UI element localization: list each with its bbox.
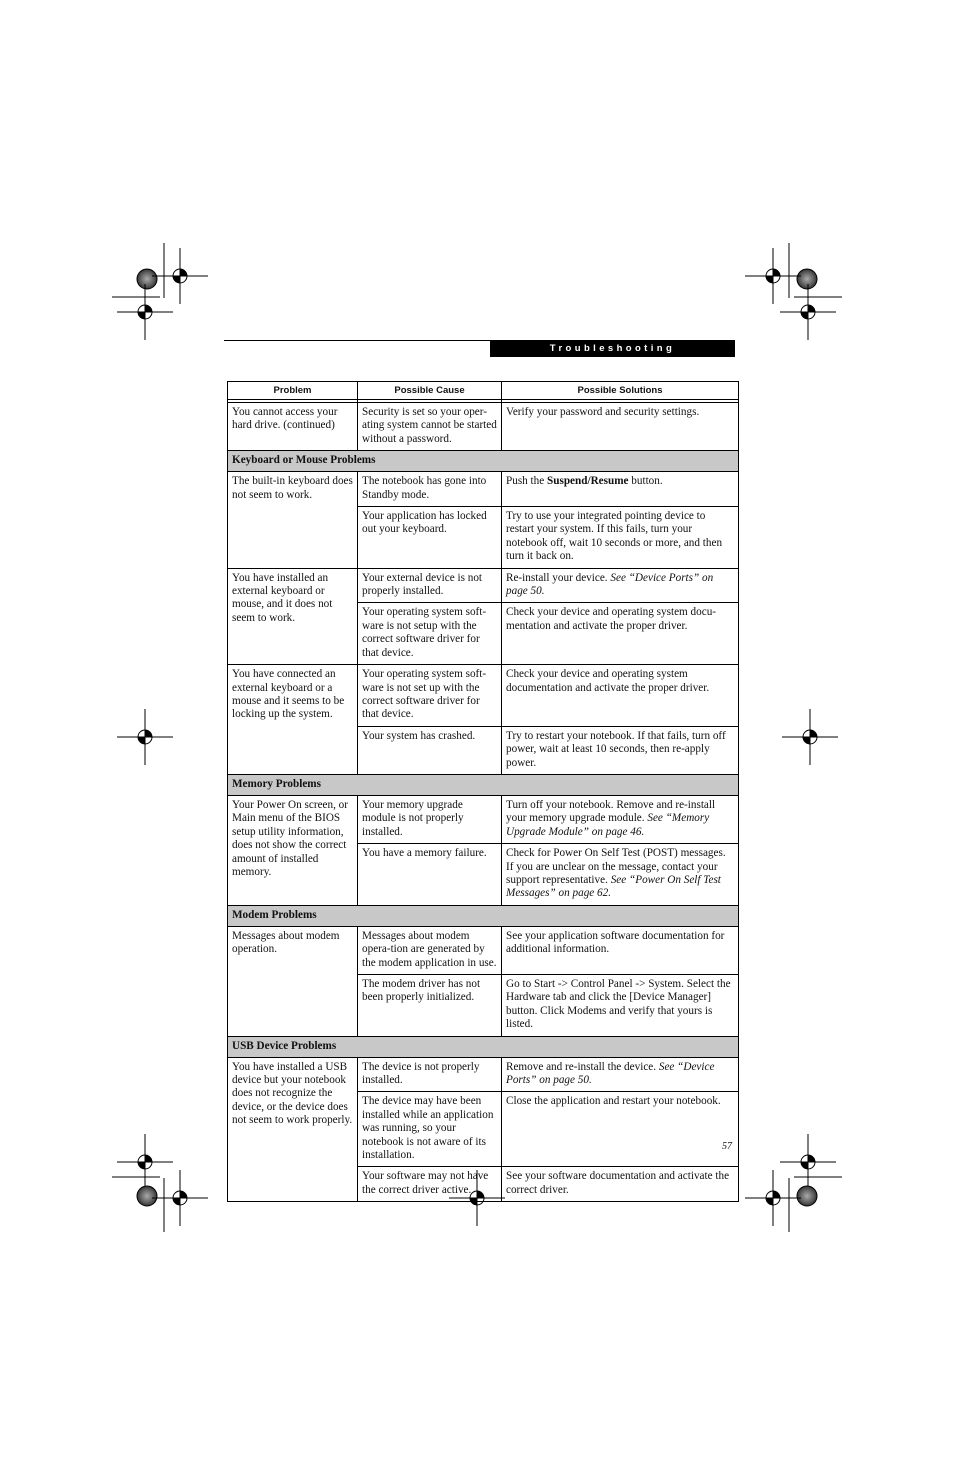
section-tab: Troubleshooting	[490, 341, 735, 357]
section-heading: Modem Problems	[228, 905, 739, 926]
solution-cell: See your application software documentation for additional information.	[502, 926, 739, 974]
registration-dot	[137, 269, 157, 289]
solution-cell: Re-install your device. See “Device Ports” on page 50.	[502, 568, 739, 603]
solution-cell: Push the Suspend/Resume button.	[502, 472, 739, 507]
cause-cell: Your operating system soft-ware is not set up with the correct software driver for that device.	[358, 665, 502, 727]
solution-cell: Go to Start -> Control Panel -> System. Select the Hardware tab and click the [Device Manager] button. Click Modems and verify that yours is listed.	[502, 975, 739, 1037]
solution-cell: Check for Power On Self Test (POST) messages. If you are unclear on the message, contact your support representative. See “Power On Self Test Messages” on page 62.	[502, 844, 739, 906]
table-row	[228, 472, 739, 507]
cause-cell: You have a memory failure.	[358, 844, 502, 906]
problem-cell: The built-in keyboard does not seem to work.	[228, 472, 358, 568]
cause-cell: The device is not properly installed.	[358, 1057, 502, 1092]
table-row	[228, 795, 739, 843]
problem-cell: Messages about modem operation.	[228, 926, 358, 1036]
cause-cell: Your system has crashed.	[358, 726, 502, 774]
cause-cell: Your application has locked out your keyboard.	[358, 507, 502, 569]
table-row	[228, 1057, 739, 1092]
section-row-keyboard	[228, 451, 739, 472]
solution-cell: Try to use your integrated pointing device to restart your system. If this fails, turn your notebook off, wait 10 seconds or more, and then turn it back on.	[502, 507, 739, 569]
problem-cell: You cannot access your hard drive. (continued)	[228, 403, 358, 451]
cross-reference-link: See “Memory Upgrade Module” on page 46.	[506, 812, 710, 838]
solution-cell: See your software documentation and activate the correct driver.	[502, 1167, 739, 1202]
cause-cell: The modem driver has not been properly initialized.	[358, 975, 502, 1037]
suspend-resume-label: Suspend/Resume	[547, 475, 629, 488]
section-row-modem	[228, 905, 739, 926]
cause-cell: Your memory upgrade module is not properly installed.	[358, 795, 502, 843]
cross-reference-link: See “Device Ports” on page 50.	[506, 571, 714, 598]
problem-cell: Your Power On screen, or Main menu of the BIOS setup utility information, does not show the correct amount of installed memory.	[228, 795, 358, 905]
cause-cell: Your software may not have the correct driver active.	[358, 1167, 502, 1202]
problem-cell: You have installed a USB device but your notebook does not recognize the device, or the device does not seem to work properly.	[228, 1057, 358, 1202]
solution-cell: Close the application and restart your notebook.	[502, 1092, 739, 1167]
cause-cell: The notebook has gone into Standby mode.	[358, 472, 502, 507]
registration-dot	[137, 1186, 157, 1206]
registration-dot	[797, 1186, 817, 1206]
column-header-cause: Possible Cause	[358, 382, 502, 400]
registration-dot	[797, 269, 817, 289]
page-number: 57	[722, 1141, 732, 1152]
cause-cell: The device may have been installed while an application was running, so your notebook is not aware of its installation.	[358, 1092, 502, 1167]
table-row	[228, 926, 739, 974]
cause-cell: Your operating system soft-ware is not setup with the correct software driver for that device.	[358, 603, 502, 665]
table-row	[228, 568, 739, 603]
table-row	[228, 403, 739, 451]
cause-cell: Messages about modem opera-tion are generated by the modem application in use.	[358, 926, 502, 974]
section-row-usb	[228, 1036, 739, 1057]
column-header-solutions: Possible Solutions	[502, 382, 739, 400]
section-row-memory	[228, 774, 739, 795]
cross-reference-link: See “Device Ports” on page 50.	[506, 1060, 715, 1087]
cause-cell: Security is set so your oper-ating system cannot be started without a password.	[358, 403, 502, 451]
problem-cell: You have installed an external keyboard or mouse, and it does not seem to work.	[228, 568, 358, 664]
table-row	[228, 665, 739, 727]
troubleshooting-table	[227, 381, 739, 1202]
cross-reference-link: See “Power On Self Test Messages” on page 62.	[506, 873, 721, 900]
section-heading: USB Device Problems	[228, 1036, 739, 1057]
table-header-row	[228, 382, 739, 400]
solution-cell: Check your device and operating system documentation and activate the proper driver.	[502, 665, 739, 727]
solution-cell: Check your device and operating system docu-mentation and activate the proper driver.	[502, 603, 739, 665]
problem-cell: You have connected an external keyboard or a mouse and it seems to be locking up the system.	[228, 665, 358, 775]
column-header-problem: Problem	[228, 382, 358, 400]
solution-cell: Try to restart your notebook. If that fails, turn off power, wait at least 10 seconds, then re-apply power.	[502, 726, 739, 774]
solution-cell: Verify your password and security settings.	[502, 403, 739, 451]
cause-cell: Your external device is not properly installed.	[358, 568, 502, 603]
solution-cell: Remove and re-install the device. See “Device Ports” on page 50.	[502, 1057, 739, 1092]
solution-cell: Turn off your notebook. Remove and re-install your memory upgrade module. See “Memory Upgrade Module” on page 46.	[502, 795, 739, 843]
section-heading: Memory Problems	[228, 774, 739, 795]
section-heading: Keyboard or Mouse Problems	[228, 451, 739, 472]
